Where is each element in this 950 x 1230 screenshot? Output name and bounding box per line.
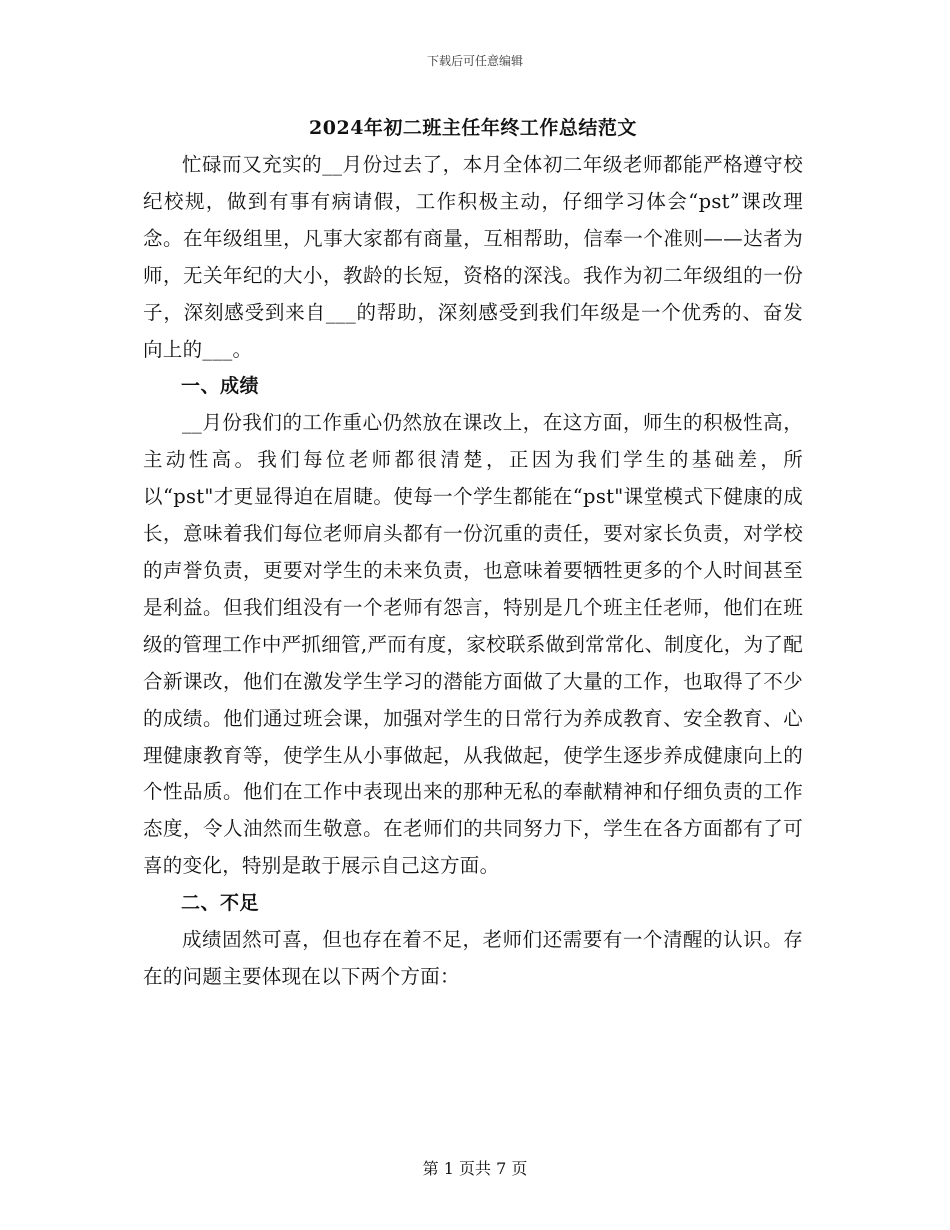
section-heading-shortcomings: 二、不足 (181, 892, 260, 915)
shortcomings-paragraph: 成绩固然可喜，但也存在着不足，老师们还需要有一个清醒的认识。存在的问题主要体现在以下两个方面： (143, 928, 803, 988)
achievements-paragraph: __月份我们的工作重心仍然放在课改上，在这方面，师生的积极性高，主动性高。我们每位老师都很清楚，正因为我们学生的基础差，所以“pst"才更显得迫在眉睫。使每一个学生都能在“pst"课堂模式下健康的成长，意味着我们每位老师肩头都有一份沉重的责任，要对家长负责，对学校的声誉负责，更要对学生的未来负责，也意味着要牺牲更多的个人时间甚至是利益。但我们组没有一个老师有怨言，特别是几个班主任老师，他们在班级的管理工作中严抓细管,严而有度，家校联系做到常常化、制度化，为了配合新课改，他们在激发学生学习的潜能方面做了大量的工作，也取得了不少的成绩。他们通过班会课，加强对学生的日常行为养成教育、安全教育、心理健康教育等，使学生从小事做起，从我做起，使学生逐步养成健康向上的个性品质。他们在工作中表现出来的那种无私的奉献精神和仔细负责的工作态度，令人油然而生敬意。在老师们的共同努力下，学生在各方面都有了可喜的变化，特别是敢于展示自己这方面。 (143, 411, 803, 878)
section-heading-achievements: 一、成绩 (181, 375, 260, 398)
document-body (143, 110, 803, 996)
document-title: 2024年初二班主任年终工作总结范文 (309, 117, 637, 139)
intro-paragraph: 忙碌而又充实的__月份过去了，本月全体初二年级老师都能严格遵守校纪校规，做到有事有病请假，工作积极主动，仔细学习体会“pst”课改理念。在年级组里，凡事大家都有商量，互相帮助，信奉一个准则——达者为师，无关年纪的大小，教龄的长短，资格的深浅。我作为初二年级组的一份子，深刻感受到来自___的帮助，深刻感受到我们年级是一个优秀的、奋发向上的___。 (143, 153, 803, 361)
page-number: 第 1 页共 7 页 (422, 1159, 528, 1178)
header-note: 下载后可任意编辑 (426, 54, 523, 68)
